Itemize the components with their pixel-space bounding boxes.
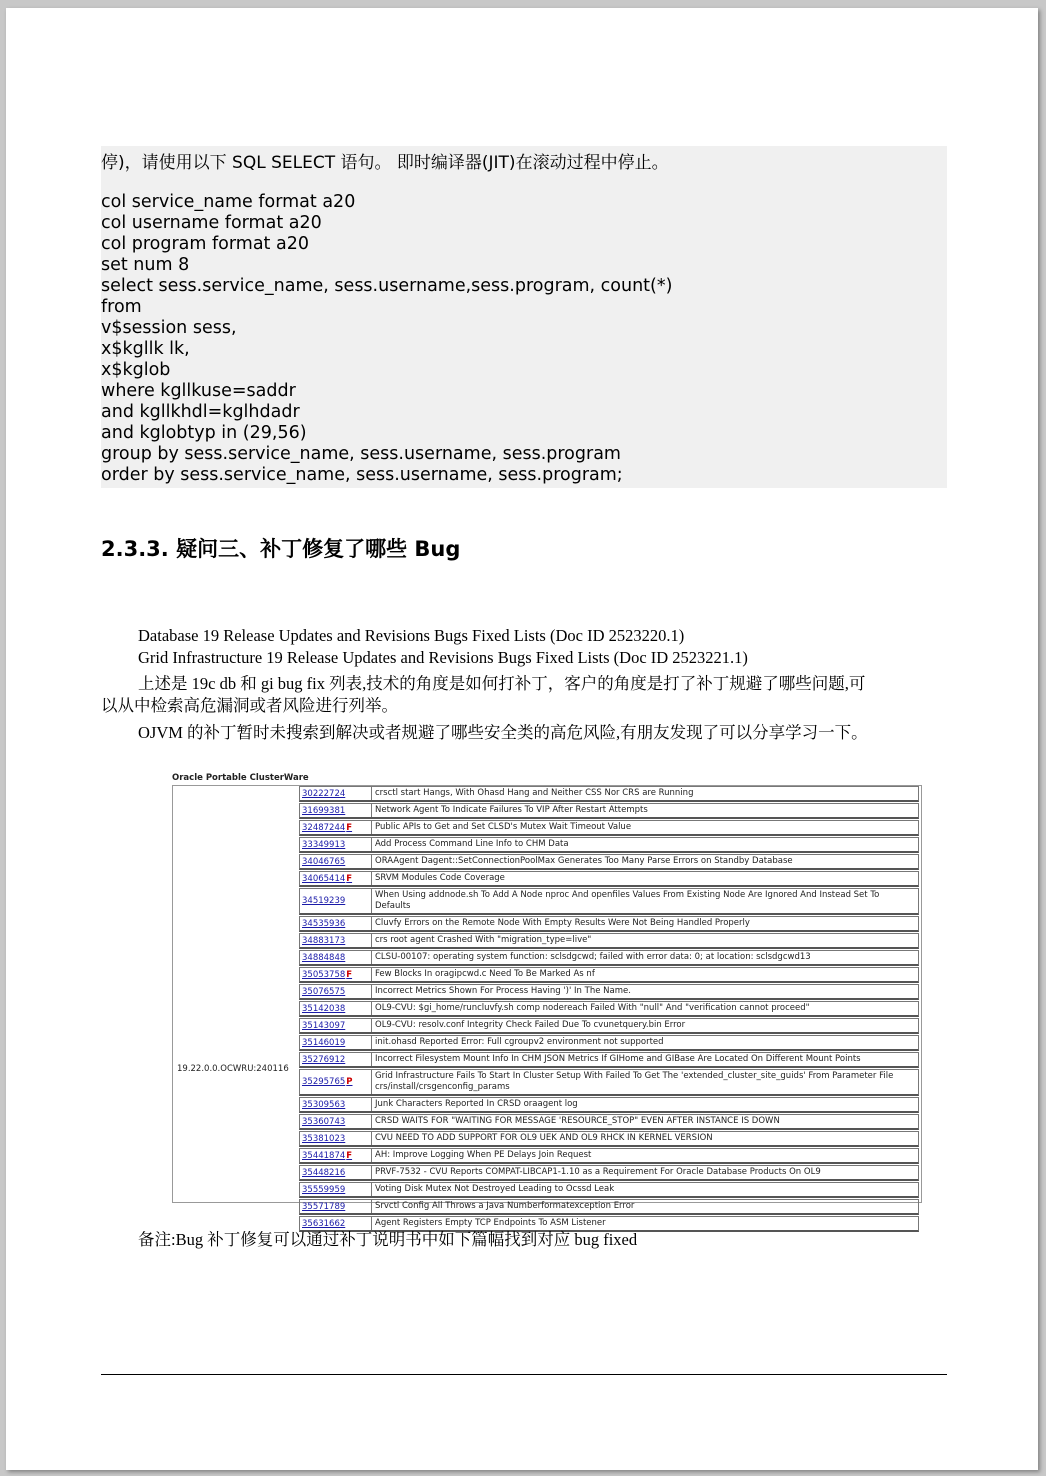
- bug-flag: P: [346, 1077, 353, 1087]
- bug-description: CLSU-00107: operating system function: sclsdgcwd; failed with error data: 0; at location: sclsdgcwd13: [375, 952, 811, 962]
- bug-number: 34884848: [302, 952, 346, 963]
- bug-description: Incorrect Filesystem Mount Info In CHM JSON Metrics If GIHome and GIBase Are Located On Different Mount Points: [375, 1054, 861, 1064]
- bug-description: Voting Disk Mutex Not Destroyed Leading to Ocssd Leak: [375, 1184, 615, 1194]
- bug-row: [299, 786, 919, 802]
- bug-flag: F: [346, 873, 353, 884]
- bug-number: 33349913: [302, 839, 346, 850]
- bug-description: SRVM Modules Code Coverage: [375, 873, 505, 883]
- bug-number-link[interactable]: [300, 934, 372, 947]
- bug-description: Public APIs to Get and Set CLSD's Mutex Wait Timeout Value: [375, 822, 632, 832]
- code-intro-text: 停)，请使用以下 SQL SELECT 语句。 即时编译器(JIT)在滚动过程中停止。: [101, 153, 669, 173]
- bug-description: OL9-CVU: resolv.conf Integrity Check Failed Due To cvunetquery.bin Error: [375, 1020, 686, 1030]
- bug-number: 34519239: [302, 896, 346, 906]
- bug-description: Agent Registers Empty TCP Endpoints To ASM Listener: [375, 1218, 606, 1228]
- paragraph-note: 备注:Bug 补丁修复可以通过补丁说明书中如下篇幅找到对应 bug fixed: [138, 1230, 638, 1249]
- code-line: x$kgllk lk,: [101, 339, 190, 359]
- bug-flag: F: [346, 1150, 353, 1161]
- bug-table-rows: [299, 786, 919, 1233]
- version-label: 19.22.0.0.OCWRU:240116: [177, 1064, 289, 1074]
- bug-description: PRVF-7532 - CVU Reports COMPAT-LIBCAP1-1.10 as a Requirement For Oracle Database Products On OL9: [375, 1167, 821, 1177]
- document-page: [6, 8, 1038, 1470]
- bug-number: 34535936: [302, 918, 346, 929]
- paragraph-description-line2: 以从中检索高危漏洞或者风险进行列举。: [101, 696, 398, 715]
- bug-description: Grid Infrastructure Fails To Start In Cluster Setup With Failed To Get The 'extended_cluster_site_guids' From Parameter File crs/install/crsgenconfig_params: [375, 1071, 894, 1092]
- code-line: and kglobtyp in (29,56): [101, 423, 307, 443]
- bug-number: 35559959: [302, 1184, 346, 1195]
- section-heading: 2.3.3. 疑问三、补丁修复了哪些 Bug: [101, 537, 461, 561]
- bug-number: 35309563: [302, 1099, 346, 1110]
- code-line: v$session sess,: [101, 318, 237, 338]
- bug-number-link[interactable]: [300, 1098, 372, 1111]
- bug-row: [299, 1035, 919, 1051]
- paragraph-description-line1: 上述是 19c db 和 gi bug fix 列表,技术的角度是如何打补丁，客户的角度是打了补丁规避了哪些问题,可: [138, 674, 866, 693]
- bug-row: [299, 916, 919, 932]
- bug-flag: F: [346, 822, 353, 833]
- screenshot-title: Oracle Portable ClusterWare: [172, 773, 309, 783]
- bug-number-link[interactable]: [300, 1183, 372, 1196]
- bug-number-link[interactable]: [300, 1070, 372, 1094]
- bug-number-link[interactable]: [300, 889, 372, 913]
- bug-number-link[interactable]: [300, 968, 372, 981]
- bug-row: [299, 1199, 919, 1215]
- bug-row: [299, 1114, 919, 1130]
- bug-number: 35441874: [302, 1150, 346, 1161]
- bug-row: [299, 837, 919, 853]
- bug-row: [299, 803, 919, 819]
- code-line: col program format a20: [101, 234, 309, 254]
- bug-number: 35053758: [302, 969, 346, 980]
- bug-number: 31699381: [302, 805, 346, 816]
- bug-number: 34065414: [302, 873, 346, 884]
- bug-number: 35146019: [302, 1037, 346, 1048]
- code-line: col service_name format a20: [101, 192, 356, 212]
- bug-number: 35143097: [302, 1020, 346, 1031]
- bug-row: [299, 933, 919, 949]
- paragraph-db-bugs-doc: Database 19 Release Updates and Revisions Bugs Fixed Lists (Doc ID 2523220.1): [138, 626, 685, 645]
- code-block: [101, 146, 947, 488]
- bug-number: 35360743: [302, 1116, 346, 1127]
- bug-number: 35276912: [302, 1054, 346, 1065]
- sql-code: [101, 192, 672, 486]
- bug-description: Add Process Command Line Info to CHM Data: [375, 839, 569, 849]
- bug-number: 34046765: [302, 856, 346, 867]
- bug-description: CVU NEED TO ADD SUPPORT FOR OL9 UEK AND OL9 RHCK IN KERNEL VERSION: [375, 1133, 713, 1143]
- code-line: select sess.service_name, sess.username,sess.program, count(*): [101, 276, 673, 296]
- bug-number-link[interactable]: [300, 1036, 372, 1049]
- bug-number: 35448216: [302, 1167, 346, 1178]
- code-line: where kgllkuse=saddr: [101, 381, 296, 401]
- bug-number-link[interactable]: [300, 1166, 372, 1179]
- bug-number-link[interactable]: [300, 838, 372, 851]
- bug-row: [299, 820, 919, 836]
- bug-row: [299, 1001, 919, 1017]
- bug-description: CRSD WAITS FOR "WAITING FOR MESSAGE 'RESOURCE_STOP" EVEN AFTER INSTANCE IS DOWN: [375, 1116, 780, 1126]
- bug-row: [299, 1052, 919, 1068]
- bug-number-link[interactable]: [300, 872, 372, 885]
- bug-row: [299, 950, 919, 966]
- bug-number-link[interactable]: [300, 985, 372, 998]
- bug-flag: F: [346, 969, 353, 980]
- bug-row: [299, 1018, 919, 1034]
- paragraph-gi-bugs-doc: Grid Infrastructure 19 Release Updates and Revisions Bugs Fixed Lists (Doc ID 2523221.1): [138, 648, 748, 667]
- bug-number: 34883173: [302, 935, 346, 946]
- paragraph-ojvm: OJVM 的补丁暂时未搜索到解决或者规避了哪些安全类的高危风险,有朋友发现了可以分享学习一下。: [138, 723, 868, 742]
- bug-number: 35631662: [302, 1218, 346, 1229]
- bug-table-frame: [172, 785, 922, 1229]
- bug-number-link[interactable]: [300, 1019, 372, 1032]
- code-line: set num 8: [101, 255, 190, 275]
- bug-number-link[interactable]: [300, 917, 372, 930]
- code-line: x$kglob: [101, 360, 171, 380]
- bug-description: AH: Improve Logging When PE Delays Join Request: [375, 1150, 592, 1160]
- bug-description: Cluvfy Errors on the Remote Node With Empty Results Were Not Being Handled Properly: [375, 918, 750, 928]
- code-line: group by sess.service_name, sess.username, sess.program: [101, 444, 621, 464]
- bug-number-link[interactable]: [300, 951, 372, 964]
- bug-number: 30222724: [302, 788, 346, 799]
- bug-row: [299, 1148, 919, 1164]
- bug-description: Network Agent To Indicate Failures To VIP After Restart Attempts: [375, 805, 648, 815]
- bug-number-link[interactable]: [300, 1002, 372, 1015]
- bug-description: Junk Characters Reported In CRSD oraagent log: [375, 1099, 578, 1109]
- bug-row: [299, 984, 919, 1000]
- bug-row: [299, 967, 919, 983]
- bug-number: 35076575: [302, 986, 346, 997]
- bug-number-link[interactable]: [300, 855, 372, 868]
- bug-description: OL9-CVU: $gi_home/runcluvfy.sh comp nodereach Failed With "null" And "verification cannot proceed": [375, 1003, 810, 1013]
- bug-number: 35571789: [302, 1201, 346, 1212]
- bug-description: crsctl start Hangs, With Ohasd Hang and Neither CSS Nor CRS are Running: [375, 788, 694, 798]
- bug-description: crs root agent Crashed With "migration_type=live": [375, 935, 592, 945]
- bug-number-link[interactable]: [300, 1053, 372, 1066]
- bug-row: [299, 854, 919, 870]
- code-line: and kgllkhdl=kglhdadr: [101, 402, 300, 422]
- bug-number: 32487244: [302, 822, 346, 833]
- code-line: col username format a20: [101, 213, 322, 233]
- footer-divider: [101, 1374, 947, 1375]
- bug-number-link[interactable]: [300, 1200, 372, 1213]
- bug-number-link[interactable]: [300, 804, 372, 817]
- bug-number-link[interactable]: [300, 1149, 372, 1162]
- bug-number: 35142038: [302, 1003, 346, 1014]
- bug-number-link[interactable]: [300, 1115, 372, 1128]
- bug-row: [299, 1069, 919, 1096]
- code-line: order by sess.service_name, sess.username, sess.program;: [101, 465, 623, 485]
- bug-description: Incorrect Metrics Shown For Process Having ')' In The Name.: [375, 986, 631, 996]
- bug-number: 35295765: [302, 1077, 346, 1087]
- bug-number-link[interactable]: [300, 1132, 372, 1145]
- bug-description: When Using addnode.sh To Add A Node nproc And openfiles Values From Existing Node Are Ignored And Instead Set To Defaults: [375, 890, 880, 911]
- bug-number: 35381023: [302, 1133, 346, 1144]
- bug-row: [299, 871, 919, 887]
- bug-row: [299, 1097, 919, 1113]
- bug-number-link[interactable]: [300, 821, 372, 834]
- bug-description: ORAAgent Dagent::SetConnectionPoolMax Generates Too Many Parse Errors on Standby Database: [375, 856, 793, 866]
- bug-row: [299, 1182, 919, 1198]
- bug-description: Few Blocks In oragipcwd.c Need To Be Marked As nf: [375, 969, 595, 979]
- bug-row: [299, 1131, 919, 1147]
- code-line: from: [101, 297, 142, 317]
- bug-row: [299, 888, 919, 915]
- bug-description: Srvctl Config All Throws a Java Numberformatexception Error: [375, 1201, 635, 1211]
- bug-row: [299, 1165, 919, 1181]
- embedded-bug-table-screenshot: [172, 773, 922, 1229]
- bug-number-link[interactable]: [300, 787, 372, 800]
- bug-description: init.ohasd Reported Error: Full cgroupv2 environment not supported: [375, 1037, 664, 1047]
